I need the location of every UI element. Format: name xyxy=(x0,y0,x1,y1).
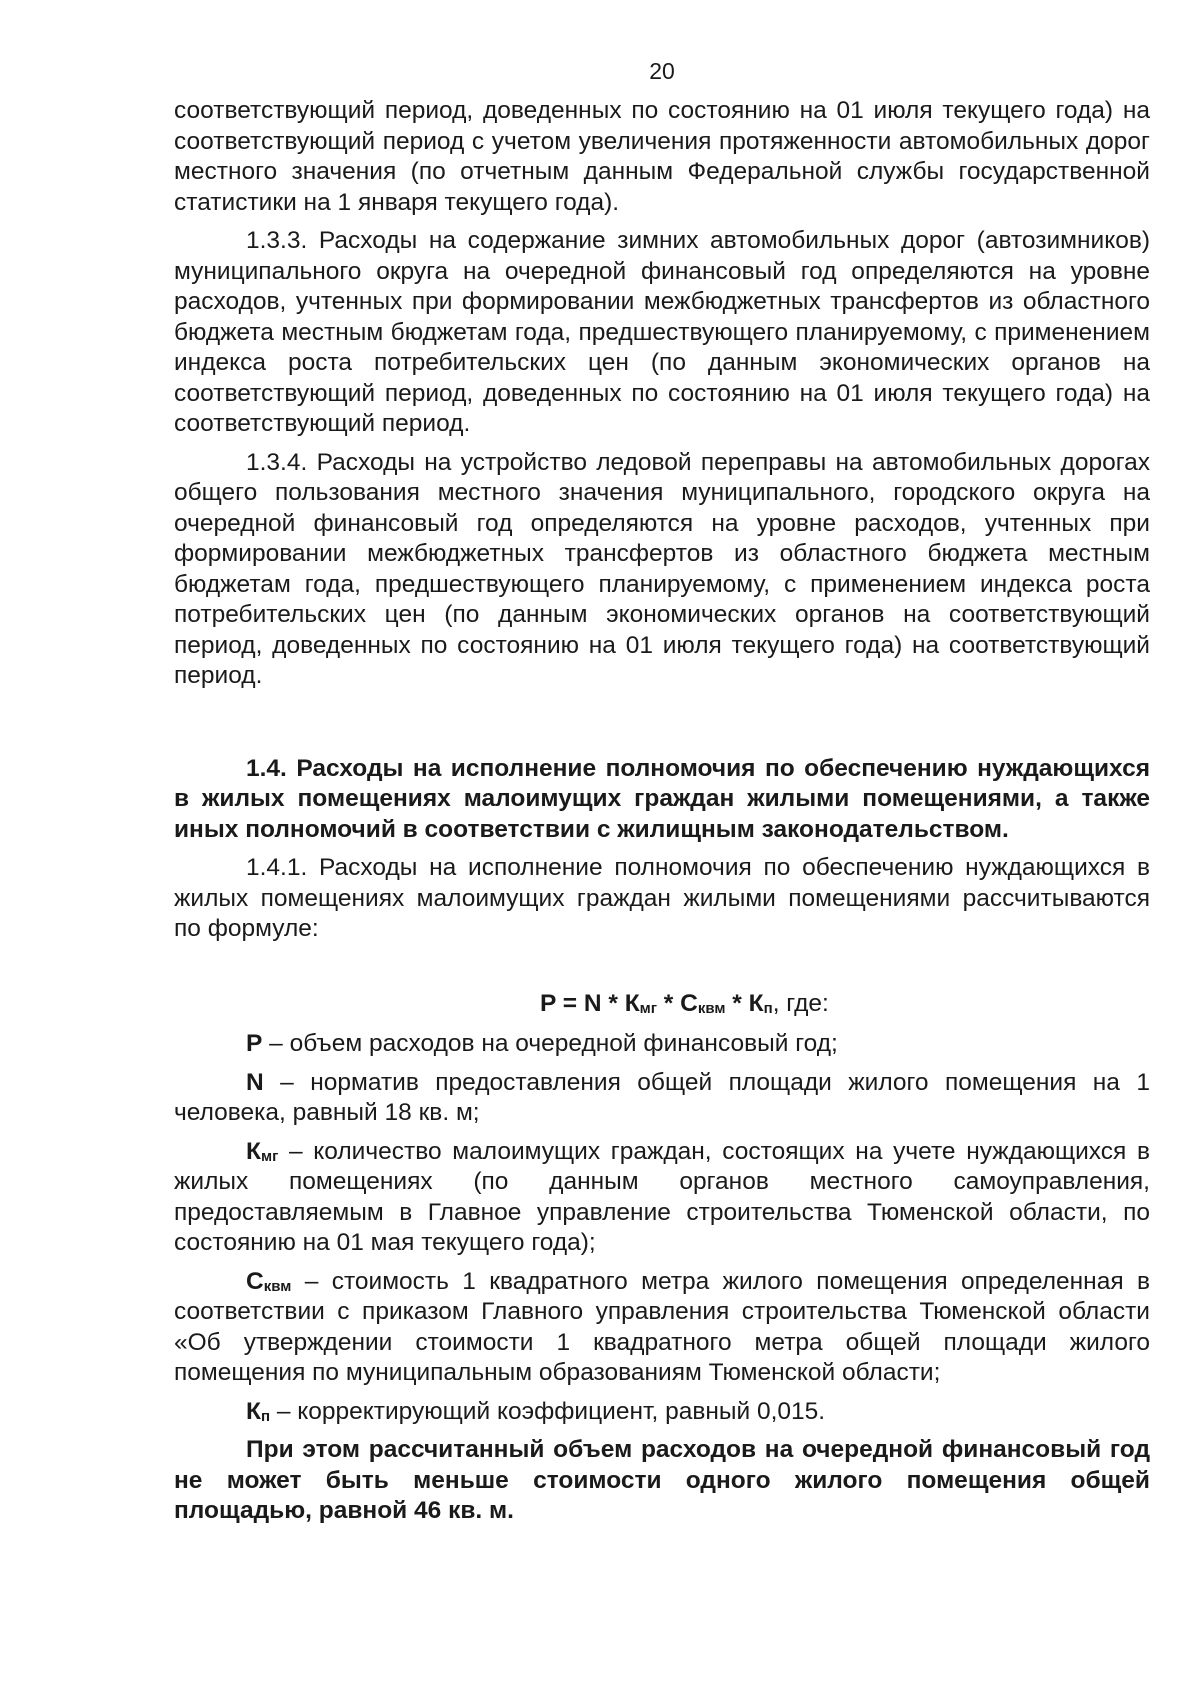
formula-kp-base: К xyxy=(748,989,764,1017)
formula-ckvm-base: С xyxy=(680,989,698,1017)
paragraph-intro: соответствующий период, доведенных по состоянию на 01 июля текущего года) на соответствующий период с учетом увеличения протяженности автомобильных дорог местного значения (по отчетным данным Федеральной службы государственной статистики на 1 января текущего года). xyxy=(174,97,1150,216)
definition-n-text: – норматив предоставления общей площади жилого помещения на 1 человека, равный 18 кв. м; xyxy=(174,1068,1150,1126)
definition-ckvm-text: – стоимость 1 квадратного метра жилого помещения определенная в соответствии с приказом Главного управления строительства Тюменской области «Об утверждении стоимости 1 квадратного метра общей площади жилого помещения по муниципальным образованиям Тюменской области; xyxy=(174,1267,1150,1386)
formula-times-1: * xyxy=(601,989,625,1017)
definition-kp xyxy=(174,1397,1150,1428)
document-page xyxy=(174,56,1150,1535)
formula-symbol-ckvm xyxy=(680,990,725,1017)
formula-symbol-kp xyxy=(749,990,773,1017)
formula-symbol-kmg xyxy=(625,990,657,1017)
definition-kmg-symbol xyxy=(246,1138,278,1165)
definition-ckvm xyxy=(174,1267,1150,1389)
formula-kmg-subscript: мг xyxy=(639,999,657,1017)
section-heading-1-4: 1.4. Расходы на исполнение полномочия по обеспечению нуждающихся в жилых помещениях малоимущих граждан жилыми помещениями, а также иных полномочий в соответствии с жилищным законодательством. xyxy=(174,754,1150,843)
formula-ckvm-subscript: квм xyxy=(697,999,726,1017)
definition-kmg-base: К xyxy=(246,1137,261,1165)
paragraph-1-3-4: 1.3.4. Расходы на устройство ледовой переправы на автомобильных дорогах общего пользования местного значения муниципального, городского округа на очередной финансовый год определяются на уровне расходов, учтенных при формировании межбюджетных трансфертов из областного бюджета местным бюджетам года, предшествующего планируемому, с применением индекса роста потребительских цен (по данным экономических органов на соответствующий период, доведенных по состоянию на 01 июля текущего года) на соответствующий период. xyxy=(174,448,1150,689)
definition-kp-text: – корректирующий коэффициент, равный 0,015. xyxy=(270,1397,826,1425)
definition-kmg xyxy=(174,1137,1150,1259)
definition-p-text: – объем расходов на очередной финансовый год; xyxy=(262,1030,838,1057)
definition-n-symbol: N xyxy=(246,1068,264,1096)
definition-p xyxy=(174,1029,1150,1060)
formula-tail: , где: xyxy=(772,989,829,1017)
definition-kp-subscript: п xyxy=(260,1407,271,1425)
definition-p-symbol: Р xyxy=(246,1030,263,1057)
paragraph-1-4-1: 1.4.1. Расходы на исполнение полномочия по обеспечению нуждающихся в жилых помещениях малоимущих граждан жилыми помещениями рассчитываются по формуле: xyxy=(174,854,1150,942)
formula-kp-subscript: п xyxy=(763,999,773,1017)
paragraph-1-3-3: 1.3.3. Расходы на содержание зимних автомобильных дорог (автозимников) муниципального округа на очередной финансовый год определяются на уровне расходов, учтенных при формировании межбюджетных трансфертов из областного бюджета местным бюджетам года, предшествующего планируемому, с применением индекса роста потребительских цен (по данным экономических органов на соответствующий период, доведенных по состоянию на 01 июля текущего года) на соответствующий период. xyxy=(174,227,1150,437)
definition-kmg-text: – количество малоимущих граждан, состоящих на учете нуждающихся в жилых помещениях (по данным органов местного самоуправления, предоставляемым в Главное управление строительства Тюменской области, по состоянию на 01 мая текущего года); xyxy=(174,1137,1150,1256)
closing-statement: При этом рассчитанный объем расходов на очередной финансовый год не может быть меньше стоимости одного жилого помещения общей площадью, равной 46 кв. м. xyxy=(174,1436,1150,1524)
definition-kmg-subscript: мг xyxy=(260,1147,279,1165)
formula-symbol-p: P xyxy=(540,989,556,1017)
definition-ckvm-symbol xyxy=(246,1268,291,1295)
definition-kp-symbol xyxy=(246,1398,270,1425)
definition-kp-base: К xyxy=(246,1397,261,1425)
formula-equals: = xyxy=(555,989,584,1017)
formula-times-3: * xyxy=(725,989,749,1017)
formula-symbol-n: N xyxy=(583,989,602,1017)
page-number: 20 xyxy=(649,58,675,84)
formula-times-2: * xyxy=(657,989,681,1017)
definition-ckvm-subscript: квм xyxy=(263,1277,292,1295)
formula-kmg-base: К xyxy=(624,989,640,1017)
definition-ckvm-base: С xyxy=(246,1267,264,1295)
formula xyxy=(174,989,1150,1020)
definition-n xyxy=(174,1068,1150,1129)
